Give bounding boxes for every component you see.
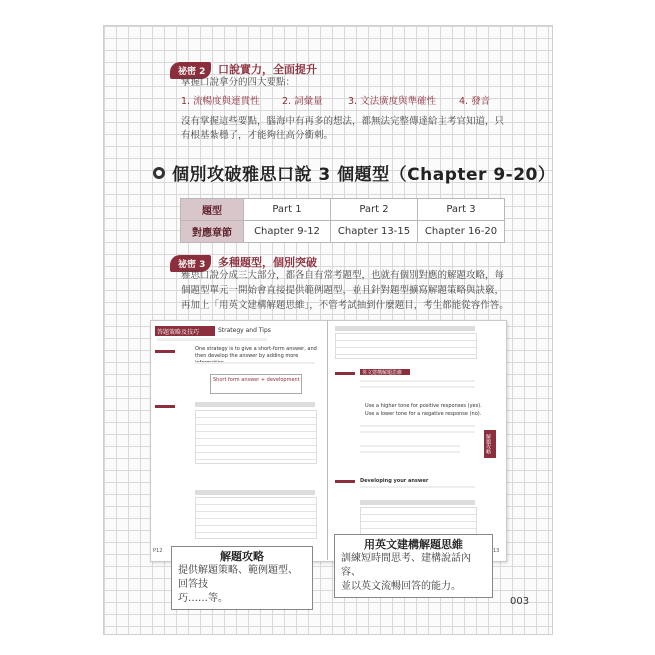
table-cell: Chapter 13-15 bbox=[331, 221, 418, 243]
secret-3-badge: 祕密 3 bbox=[170, 255, 211, 272]
table-cell: Part 1 bbox=[244, 199, 331, 221]
table-row bbox=[181, 221, 505, 243]
table-row bbox=[181, 199, 505, 221]
table-cell: Chapter 16-20 bbox=[418, 221, 505, 243]
left-marker bbox=[155, 350, 175, 353]
point-4: 4. 發音 bbox=[459, 96, 491, 107]
right-marker bbox=[335, 372, 355, 375]
right-line bbox=[360, 386, 475, 388]
right-line bbox=[360, 431, 475, 433]
point-3: 3. 文法廣度與準確性 bbox=[348, 96, 437, 107]
callout-thinking-line1: 訓練短時間思考、建構說話內容、 bbox=[341, 553, 471, 578]
table-cell: Part 3 bbox=[418, 199, 505, 221]
book-spine bbox=[327, 320, 328, 560]
parts-table bbox=[180, 198, 505, 243]
left-page-header: 答題策略及技巧 bbox=[157, 329, 200, 336]
side-tab-label: 解題攻略 bbox=[485, 434, 491, 454]
section1-para-line2: 有根基紮穩了，才能夠往高分衝刺。 bbox=[181, 130, 334, 141]
right-line bbox=[360, 451, 460, 453]
page-number: 003 bbox=[510, 596, 530, 607]
section2-line2: 個題型單元一開始會直接提供範例題型，並且針對題型擴寫解題策略與訣竅， bbox=[181, 285, 505, 296]
callout-strategy bbox=[171, 546, 313, 610]
right-line bbox=[360, 380, 475, 382]
formula-box-text: Short form answer + development bbox=[213, 377, 300, 383]
callout-thinking-line2: 並以英文流暢回答的能力。 bbox=[341, 581, 461, 592]
right-subheading: Developing your answer bbox=[360, 478, 429, 484]
right-line bbox=[360, 425, 475, 427]
section2-line1: 雅思口說分成三大部分，都各自有常考題型，也就有個別對應的解題攻略，每 bbox=[181, 270, 505, 281]
left-table2-header bbox=[195, 490, 315, 495]
right-line bbox=[360, 445, 460, 447]
right-line bbox=[360, 486, 475, 488]
table-header-cell: 對應章節 bbox=[181, 221, 244, 243]
left-page-header-en: Strategy and Tips bbox=[218, 327, 271, 334]
main-heading: 個別攻破雅思口說 3 個題型（Chapter 9-20） bbox=[172, 165, 556, 185]
right-table2-header bbox=[360, 500, 475, 505]
heading-bullet-icon bbox=[153, 167, 165, 179]
callout-thinking-title: 用英文建構解題思維 bbox=[364, 538, 463, 551]
left-line bbox=[157, 338, 267, 341]
right-table-header bbox=[335, 326, 475, 331]
table-header-cell: 題型 bbox=[181, 199, 244, 221]
right-section-title: 英文建構解題思維 bbox=[362, 370, 403, 376]
left-marker bbox=[155, 405, 175, 408]
left-page-number: P12 bbox=[153, 548, 163, 554]
right-page-number: 13 bbox=[493, 548, 500, 554]
right-marker bbox=[335, 480, 355, 483]
section1-intro: 掌握口說拿分的四大要點： bbox=[181, 77, 296, 88]
tip-2: Use a lower tone for a negative response (no). bbox=[365, 411, 482, 417]
left-table-header bbox=[195, 402, 315, 407]
callout-strategy-line2: 巧……等。 bbox=[178, 593, 228, 604]
callout-strategy-line1: 提供解題策略、範例題型、回答技 bbox=[178, 565, 298, 590]
left-line bbox=[195, 362, 315, 364]
table-cell: Part 2 bbox=[331, 199, 418, 221]
section2-title: 多種題型，個別突破 bbox=[218, 256, 317, 269]
right-table bbox=[335, 333, 477, 359]
left-example-table bbox=[195, 410, 317, 464]
section1-para-line1: 沒有掌握這些要點，腦海中有再多的想法，都無法完整傳達給主考官知道，只 bbox=[181, 116, 505, 127]
point-1: 1. 流暢度與連貫性 bbox=[181, 96, 260, 107]
left-example-table2 bbox=[195, 497, 317, 539]
callout-strategy-title: 解題攻略 bbox=[220, 550, 264, 563]
secret-2-badge: 祕密 2 bbox=[170, 62, 211, 79]
tip-1: Use a higher tone for positive responses (yes). bbox=[365, 403, 482, 409]
callout-thinking bbox=[334, 534, 493, 598]
strategy-line: One strategy is to give a short-form answer, and then develop the answer by adding more bbox=[195, 346, 317, 359]
section1-title: 口說實力，全面提升 bbox=[218, 63, 317, 76]
point-2: 2. 詞彙量 bbox=[282, 96, 323, 107]
section2-line3: 再加上「用英文建構解題思維」，不管考試抽到什麼題目，考生都能從容作答。 bbox=[181, 300, 509, 311]
table-cell: Chapter 9-12 bbox=[244, 221, 331, 243]
